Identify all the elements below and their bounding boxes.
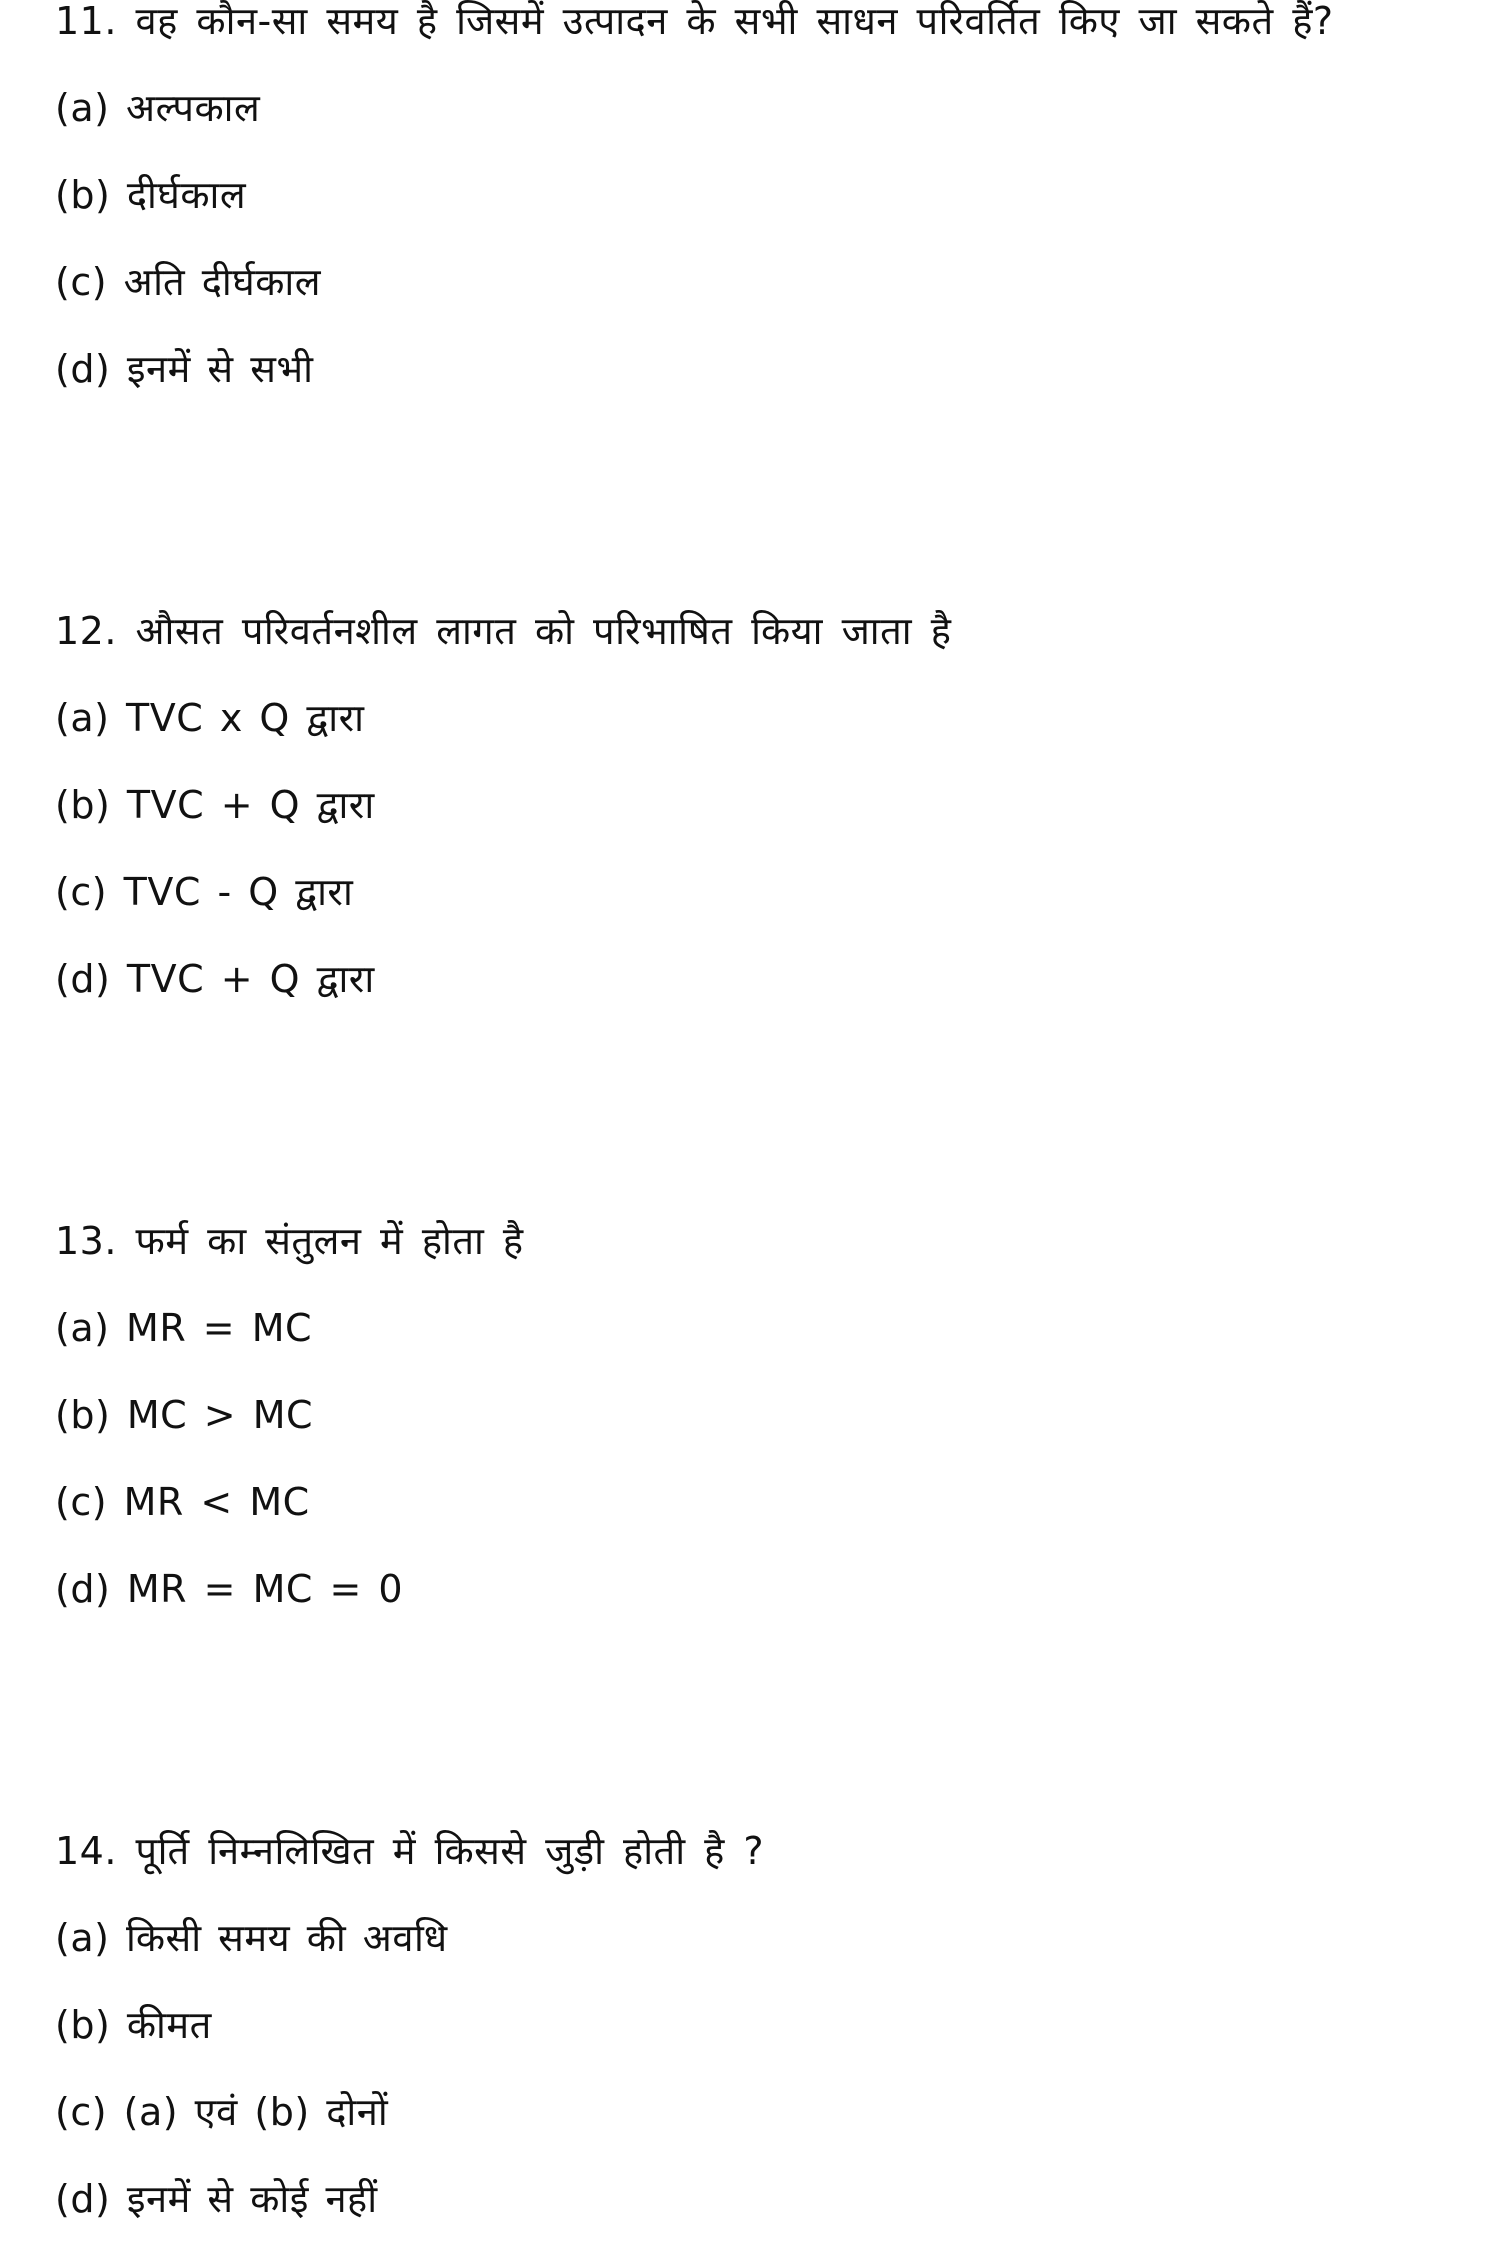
option-a (55, 1285, 1475, 1372)
option-label: (a) (55, 1306, 110, 1350)
option-text: अति दीर्घकाल (123, 260, 322, 304)
question-number: 13. (55, 1219, 117, 1263)
question-spacer (55, 413, 1475, 588)
option-label: (a) (55, 696, 110, 740)
option-label: (d) (55, 957, 111, 1001)
question-spacer (55, 1023, 1475, 1198)
option-label: (c) (55, 870, 108, 914)
question-text (55, 0, 1475, 65)
option-c (55, 239, 1475, 326)
option-d (55, 2156, 1475, 2243)
question-spacer (55, 1633, 1475, 1808)
option-b (55, 1372, 1475, 1459)
question-13 (55, 1198, 1475, 1633)
option-a (55, 1895, 1475, 1982)
question-number: 14. (55, 1829, 117, 1873)
option-label: (b) (55, 2003, 111, 2047)
option-text: इनमें से सभी (126, 347, 314, 391)
option-text: किसी समय की अवधि (126, 1916, 448, 1960)
option-text: अल्पकाल (126, 86, 261, 130)
option-label: (a) (55, 1916, 110, 1960)
option-text: TVC - Q द्वारा (123, 870, 354, 914)
option-c (55, 849, 1475, 936)
option-d (55, 936, 1475, 1023)
option-d (55, 1546, 1475, 1633)
option-c (55, 2069, 1475, 2156)
option-a (55, 675, 1475, 762)
question-stem: फर्म का संतुलन में होता है (135, 1219, 524, 1263)
option-label: (d) (55, 2177, 111, 2221)
option-label: (b) (55, 173, 111, 217)
question-11 (55, 0, 1475, 413)
option-c (55, 1459, 1475, 1546)
option-b (55, 1982, 1475, 2069)
question-number: 12. (55, 609, 117, 653)
option-b (55, 762, 1475, 849)
option-text: कीमत (126, 2003, 212, 2047)
question-text (55, 1198, 1475, 1285)
question-number: 11. (55, 0, 117, 43)
option-label: (b) (55, 783, 111, 827)
question-stem: पूर्ति निम्नलिखित में किससे जुड़ी होती है ? (135, 1829, 765, 1873)
option-label: (c) (55, 260, 108, 304)
option-text: दीर्घकाल (126, 173, 247, 217)
question-14 (55, 1808, 1475, 2243)
option-label: (c) (55, 1480, 108, 1524)
option-label: (d) (55, 347, 111, 391)
option-text: MR = MC (126, 1306, 313, 1350)
question-stem: औसत परिवर्तनशील लागत को परिभाषित किया जाता है (135, 609, 952, 653)
option-a (55, 65, 1475, 152)
question-text (55, 588, 1475, 675)
option-text: TVC + Q द्वारा (126, 783, 375, 827)
option-label: (b) (55, 1393, 111, 1437)
option-label: (a) (55, 86, 110, 130)
option-label: (d) (55, 1567, 111, 1611)
question-stem: वह कौन-सा समय है जिसमें उत्पादन के सभी साधन परिवर्तित किए जा सकते हैं? (135, 0, 1334, 43)
question-12 (55, 588, 1475, 1023)
option-b (55, 152, 1475, 239)
option-text: (a) एवं (b) दोनों (123, 2090, 389, 2134)
option-text: MR = MC = 0 (126, 1567, 404, 1611)
question-text (55, 1808, 1475, 1895)
option-text: TVC x Q द्वारा (126, 696, 365, 740)
option-text: MC > MC (126, 1393, 314, 1437)
option-label: (c) (55, 2090, 108, 2134)
option-text: MR < MC (123, 1480, 310, 1524)
option-text: TVC + Q द्वारा (126, 957, 375, 1001)
option-text: इनमें से कोई नहीं (126, 2177, 378, 2221)
question-page (55, 0, 1475, 2243)
option-d (55, 326, 1475, 413)
